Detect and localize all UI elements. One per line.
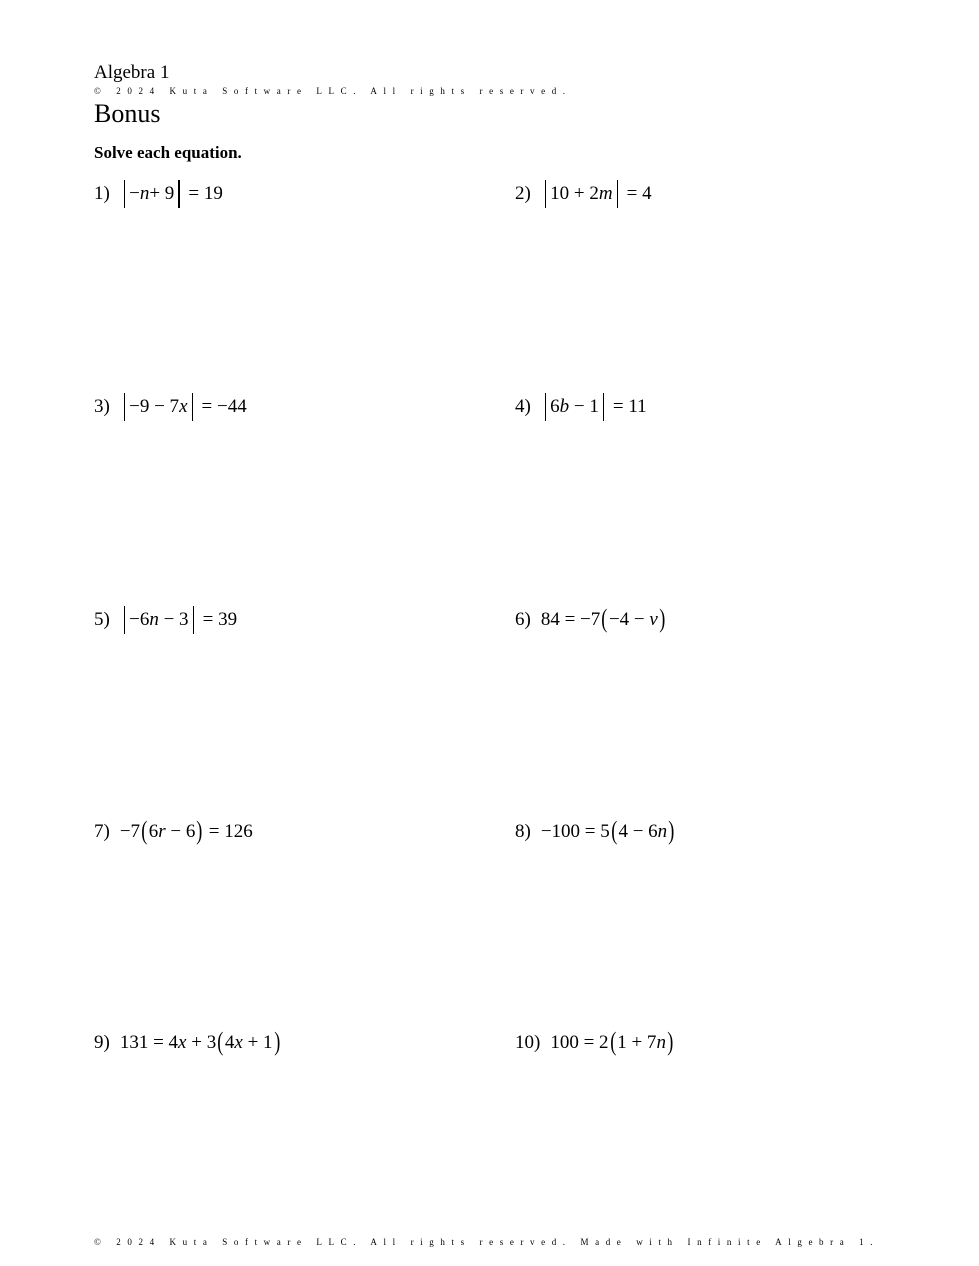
absolute-value xyxy=(120,393,197,421)
eq-text: = −44 xyxy=(196,396,247,417)
eq-text: −6 xyxy=(129,609,150,630)
abs-bar-right xyxy=(617,180,618,208)
equation xyxy=(120,606,237,634)
eq-text: − 1 xyxy=(569,396,599,417)
problem-number: 5) xyxy=(94,609,110,630)
problem-number: 3) xyxy=(94,396,110,417)
eq-text: 4 − 6 xyxy=(618,821,658,842)
eq-variable: x xyxy=(178,1032,187,1053)
problem-4 xyxy=(515,392,647,422)
problem-number: 6) xyxy=(515,609,531,630)
copyright-notice-top: © 2024 Kuta Software LLC. All rights reserved. xyxy=(94,86,572,96)
right-paren: ) xyxy=(668,816,675,845)
problem-number: 9) xyxy=(94,1032,110,1053)
worksheet-title: Bonus xyxy=(94,99,161,128)
problem-number: 8) xyxy=(515,821,531,842)
eq-text: −4 − xyxy=(608,609,650,630)
eq-text: −100 = 5 xyxy=(540,821,610,842)
problem-7 xyxy=(94,817,253,847)
absolute-value xyxy=(120,606,198,634)
problem-1 xyxy=(94,179,223,209)
eq-variable: b xyxy=(559,396,570,417)
eq-text: − 3 xyxy=(158,609,189,630)
abs-bar-right xyxy=(178,180,179,208)
problem-6 xyxy=(515,605,666,635)
eq-text: 131 = 4 xyxy=(119,1032,179,1053)
problem-2 xyxy=(515,179,652,209)
problem-8 xyxy=(515,817,676,847)
eq-text: −9 − 7 xyxy=(129,396,180,417)
right-paren: ) xyxy=(273,1027,280,1056)
eq-text: = 4 xyxy=(621,183,652,204)
eq-text: − 6 xyxy=(165,821,196,842)
eq-variable: n xyxy=(657,821,668,842)
problem-number: 4) xyxy=(515,396,531,417)
eq-text: 1 + 7 xyxy=(617,1032,657,1053)
left-paren: ( xyxy=(217,1027,224,1056)
eq-text: − xyxy=(129,183,140,204)
eq-variable: x xyxy=(179,396,188,417)
eq-variable: v xyxy=(649,609,658,630)
eq-text: = 126 xyxy=(204,821,253,842)
equation xyxy=(120,393,247,421)
right-paren: ) xyxy=(659,604,666,633)
eq-text: −7 xyxy=(119,821,141,842)
equation xyxy=(540,816,676,845)
eq-variable: n xyxy=(656,1032,666,1053)
left-paren: ( xyxy=(611,816,618,845)
eq-variable: n xyxy=(139,183,150,204)
instructions: Solve each equation. xyxy=(94,143,242,162)
eq-text: 4 xyxy=(224,1032,235,1053)
left-paren: ( xyxy=(609,1027,616,1056)
eq-text: = 11 xyxy=(608,396,647,417)
equation xyxy=(119,1027,281,1056)
problem-5 xyxy=(94,605,237,635)
right-paren: ) xyxy=(196,816,203,845)
problem-number: 1) xyxy=(94,183,110,204)
problem-3 xyxy=(94,392,247,422)
abs-bar-right xyxy=(193,606,194,634)
eq-variable: m xyxy=(598,183,613,204)
equation xyxy=(540,604,667,633)
problem-number: 2) xyxy=(515,183,531,204)
absolute-value xyxy=(541,393,608,421)
equation xyxy=(120,180,223,208)
eq-text: 6 xyxy=(550,396,560,417)
eq-text: 84 = −7 xyxy=(540,609,601,630)
abs-bar-left xyxy=(124,180,125,208)
eq-text: + 1 xyxy=(242,1032,273,1053)
equation xyxy=(550,1027,674,1056)
left-paren: ( xyxy=(141,816,148,845)
left-paren: ( xyxy=(601,604,608,633)
eq-variable: n xyxy=(149,609,159,630)
absolute-value xyxy=(120,180,184,208)
problem-10 xyxy=(515,1028,675,1058)
right-paren: ) xyxy=(667,1027,674,1056)
course-name: Algebra 1 xyxy=(94,62,170,83)
abs-bar-left xyxy=(124,606,125,634)
eq-text: + 9 xyxy=(149,183,175,204)
abs-bar-left xyxy=(124,393,125,421)
problem-number: 7) xyxy=(94,821,110,842)
eq-text: 100 = 2 xyxy=(550,1032,609,1053)
abs-bar-left xyxy=(545,393,546,421)
eq-variable: x xyxy=(234,1032,243,1053)
abs-bar-right xyxy=(603,393,604,421)
eq-text: 10 + 2 xyxy=(550,183,599,204)
eq-text: 6 xyxy=(148,821,159,842)
abs-bar-left xyxy=(545,180,546,208)
equation xyxy=(119,816,253,845)
eq-text: = 19 xyxy=(183,183,223,204)
abs-bar-right xyxy=(192,393,193,421)
equation xyxy=(541,180,652,208)
equation xyxy=(541,393,647,421)
problem-number: 10) xyxy=(515,1032,541,1053)
eq-variable: r xyxy=(158,821,166,842)
eq-text: + 3 xyxy=(186,1032,217,1053)
copyright-footer: © 2024 Kuta Software LLC. All rights reserved. Made with Infinite Algebra 1. xyxy=(94,1237,880,1247)
eq-text: = 39 xyxy=(197,609,238,630)
absolute-value xyxy=(541,180,622,208)
problem-9 xyxy=(94,1028,281,1058)
